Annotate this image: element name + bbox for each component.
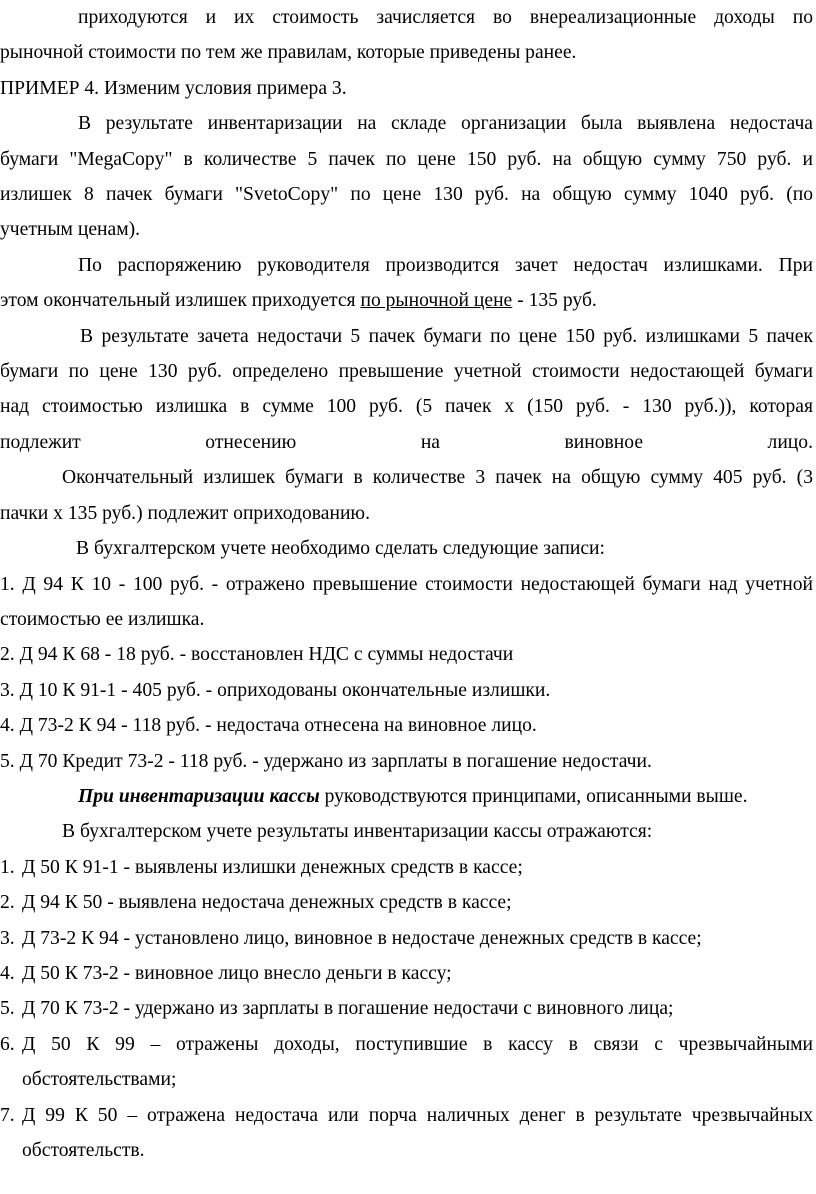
cash-entry-7 [0, 1098, 813, 1169]
result-line-3: над стоимостью излишка в сумме 100 руб. (5 пачек x (150 руб. - 130 руб.)), которая [0, 396, 813, 418]
entries-intro: В бухгалтерском учете необходимо сделать следующие записи: [76, 538, 605, 560]
market-price-underlined: по рыночной цене [360, 290, 513, 312]
order-line-2-after: - 135 руб. [512, 290, 597, 312]
cash-entry-number: 2. [0, 892, 15, 914]
cash-entry-number: 5. [0, 998, 15, 1020]
example-heading: ПРИМЕР 4. Изменим условия примера 3. [0, 77, 347, 99]
cash-heading-bold-italic: При инвентаризации кассы [78, 785, 320, 807]
entry-1-line-1: 1. Д 94 К 10 - 100 руб. - отражено превышение стоимости недостающей бумаги над учетной [0, 573, 813, 595]
entry-4: 4. Д 73-2 К 94 - 118 руб. - недостача отнесена на виновное лицо. [0, 715, 537, 737]
cash-entry-2 [0, 885, 813, 920]
inventory-line-4: учетным ценам). [0, 219, 141, 241]
cash-entry-text: Д 70 К 73-2 - удержано из зарплаты в погашение недостачи с виновного лица; [22, 998, 674, 1020]
cash-entry-text: Д 99 К 50 – отражена недостача или порча наличных денег в результате чрезвычайных обстоятельств. [22, 1104, 813, 1161]
entry-1-line-2: стоимостью ее излишка. [0, 608, 205, 630]
cash-paragraph [0, 779, 813, 814]
result-line-2: бумаги по цене 130 руб. определено превышение учетной стоимости недостающей бумаги [0, 361, 813, 383]
final-line-1: Окончательный излишек бумаги в количестве 3 пачек на общую сумму 405 руб. (3 [62, 467, 813, 489]
cash-entry-number: 4. [0, 962, 15, 984]
cash-entry-number: 7. [0, 1104, 15, 1126]
cash-entry-text: Д 73-2 К 94 - установлено лицо, виновное в недостаче денежных средств в кассе; [22, 927, 702, 949]
cash-entry-4 [0, 956, 813, 991]
cash-entry-1 [0, 850, 813, 885]
inventory-line-1: В результате инвентаризации на складе организации была выявлена недостача [78, 113, 813, 135]
cash-entry-text: Д 50 К 73-2 - виновное лицо внесло деньги в кассу; [22, 962, 452, 984]
final-line-2: пачки x 135 руб.) подлежит оприходованию. [0, 502, 370, 524]
result-line-1: В результате зачета недостачи 5 пачек бумаги по цене 150 руб. излишками 5 пачек [80, 325, 813, 347]
inventory-line-3: излишек 8 пачек бумаги "SvetoCopy" по цене 130 руб. на общую сумму 1040 руб. (по [0, 184, 813, 206]
order-line-2 [0, 283, 813, 318]
result-line-4: подлежит отнесению на виновное лицо. [0, 431, 813, 453]
cash-entry-text: Д 50 К 91-1 - выявлены излишки денежных средств в кассе; [22, 856, 523, 878]
cash-paragraph-rest: руководствуются принципами, описанными выше. [319, 785, 748, 807]
order-line-1: По распоряжению руководителя производится зачет недостач излишками. При [78, 254, 813, 276]
cash-entry-6 [0, 1027, 813, 1098]
cash-intro: В бухгалтерском учете результаты инвентаризации кассы отражаются: [62, 821, 653, 843]
inventory-line-2: бумаги "MegaCopy" в количестве 5 пачек по цене 150 руб. на общую сумму 750 руб. и [0, 148, 813, 170]
intro-line-1: приходуются и их стоимость зачисляется во внереализационные доходы по [78, 7, 813, 28]
cash-entries-list [0, 850, 813, 1169]
entry-5: 5. Д 70 Кредит 73-2 - 118 руб. - удержано из зарплаты в погашение недостачи. [0, 750, 652, 772]
intro-line-2: рыночной стоимости по тем же правилам, которые приведены ранее. [0, 42, 577, 64]
cash-entry-3 [0, 921, 813, 956]
cash-entry-5 [0, 991, 813, 1026]
entry-3: 3. Д 10 К 91-1 - 405 руб. - оприходованы окончательные излишки. [0, 679, 551, 701]
entry-2: 2. Д 94 К 68 - 18 руб. - восстановлен НДС с суммы недостачи [0, 644, 514, 666]
cash-entry-text: Д 94 К 50 - выявлена недостача денежных средств в кассе; [22, 892, 512, 914]
cash-entry-number: 3. [0, 927, 15, 949]
cash-entry-text: Д 50 К 99 – отражены доходы, поступившие в кассу в связи с чрезвычайными обстоятельствами; [22, 1033, 813, 1091]
cash-entry-number: 6. [0, 1033, 15, 1055]
order-line-2-before: этом окончательный излишек приходуется [0, 290, 361, 312]
cash-entry-number: 1. [0, 856, 15, 878]
